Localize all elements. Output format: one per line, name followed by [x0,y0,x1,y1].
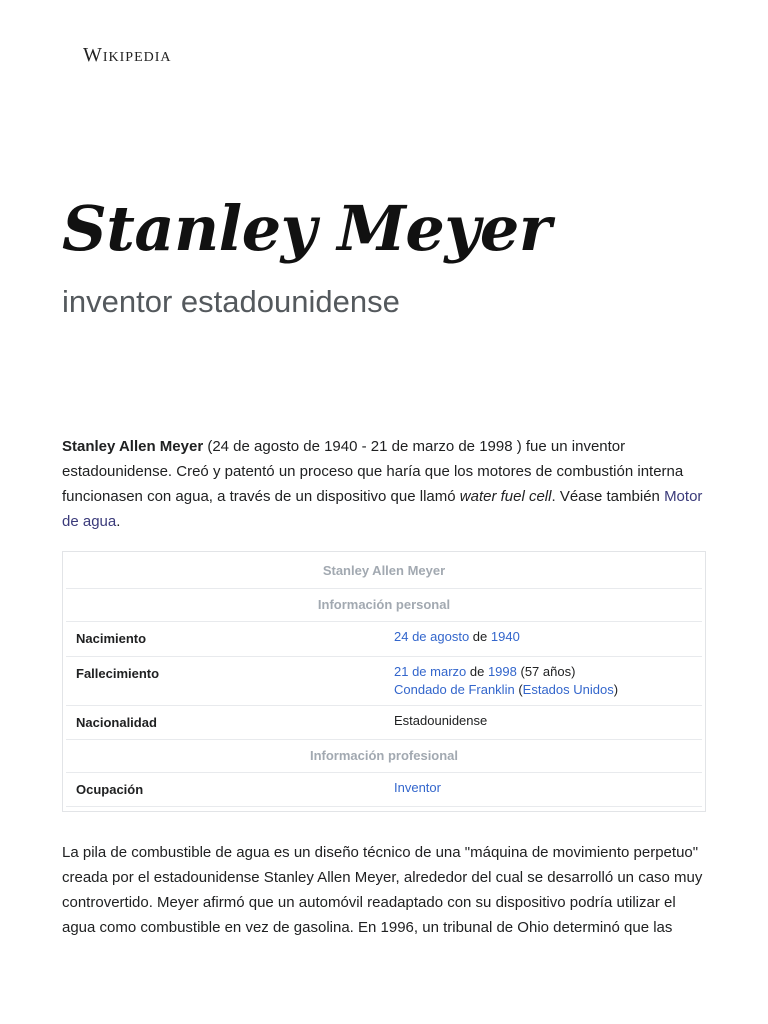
birth-year-link[interactable]: 1940 [490,629,520,644]
inventor-link[interactable]: Inventor [394,780,441,795]
infobox-header: Stanley Allen Meyer [66,555,702,589]
nationality-label: Nacionalidad [76,715,157,730]
infobox-section-professional: Información profesional [66,740,702,773]
intro-paragraph [62,434,710,534]
intro-text-1: (24 de agosto de 1940 - 21 de marzo de 1998 ) fue un inventor estadounidense. Creó y patentó un proceso que haría que los motores de combustión interna funcionasen con agua, a través de un dispositivo que llamó [62,438,684,505]
death-age: (57 años) [516,664,576,679]
infobox-row-occupation [66,773,702,807]
occupation-label: Ocupación [76,782,144,797]
death-close-paren: ) [613,682,619,697]
birth-day-link[interactable]: 24 de agosto [394,629,470,644]
infobox [62,551,706,812]
death-country-link[interactable]: Estados Unidos [522,682,614,697]
death-value [394,663,618,699]
birth-label: Nacimiento [76,631,147,646]
death-day-link[interactable]: 21 de marzo [394,664,467,679]
page-title: Stanley Meyer [62,192,551,265]
intro-italic-term: water fuel cell [459,488,552,505]
page-description: inventor estadounidense [62,284,400,319]
death-label: Fallecimiento [76,666,160,681]
motor-de-agua-link[interactable]: Motor de agua [62,488,703,530]
birth-de: de [469,629,491,644]
intro-text-2: . Véase también [551,488,665,505]
death-de: de [466,664,488,679]
infobox-row-death [66,657,702,706]
death-year-link[interactable]: 1998 [487,664,517,679]
intro-text-3: . [116,513,121,530]
infobox-section-personal: Información personal [66,589,702,622]
wikipedia-logo[interactable]: Wikipedia [83,44,172,66]
subject-name: Stanley Allen Meyer [62,438,204,455]
birth-value [394,628,520,646]
body-paragraph: La pila de combustible de agua es un diseño técnico de una "máquina de movimiento perpetuo" creada por el estadounidense Stanley Allen Meyer, alrededor del cual se desarrolló un caso muy controvertido. Meyer afirmó que un automóvil readaptado con su dispositivo podría utilizar el agua como combustible en vez de gasolina. En 1996, un tribunal de Ohio determinó que las [62,844,703,936]
nationality-value: Estadounidense [394,713,488,728]
occupation-value [394,779,441,797]
death-place-link[interactable]: Condado de Franklin [394,682,515,697]
infobox-row-nationality [66,706,702,740]
infobox-row-birth [66,622,702,657]
death-open-paren: ( [514,682,523,697]
